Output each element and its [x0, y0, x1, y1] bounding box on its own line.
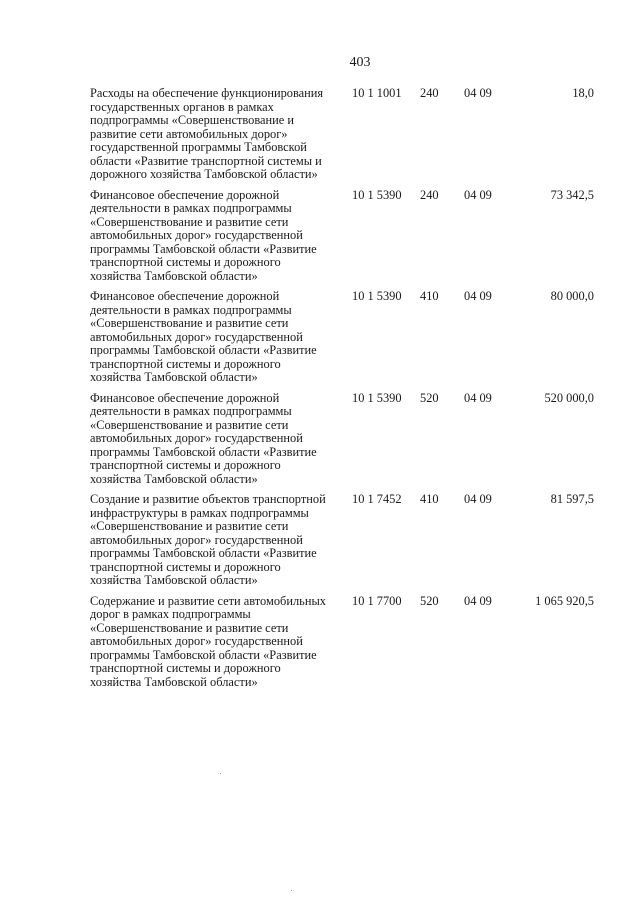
- expense-name: Расходы на обеспечение функционирования государственных органов в рамках подпрограммы «Совершенствование и развитие сети автомобильных дорог» государственной программы Тамбовской области «Развитие транспортной системы и дорожного хозяйства Тамбовской области»: [90, 86, 324, 181]
- table-row: [90, 189, 602, 284]
- target-article-code: 10 1 7452: [352, 492, 402, 506]
- expense-type-code: 240: [420, 86, 439, 100]
- table-row: [90, 392, 602, 487]
- expense-name: Финансовое обеспечение дорожной деятельности в рамках подпрограммы «Совершенствование и развитие сети автомобильных дорог» государственной программы Тамбовской области «Развитие транспортной системы и дорожного хозяйства Тамбовской области»: [90, 187, 317, 283]
- target-article-code: 10 1 5390: [352, 187, 402, 202]
- amount: 1 065 920,5: [535, 593, 594, 608]
- amount: 73 342,5: [550, 187, 594, 202]
- section-subsection-code: 04 09: [464, 86, 492, 100]
- expense-name: Содержание и развитие сети автомобильных дорог в рамках подпрограммы «Совершенствование и развитие сети автомобильных дорог» государственной программы Тамбовской области «Развитие транспортной системы и дорожного хозяйства Тамбовской области»: [90, 593, 326, 689]
- scan-speck: [291, 890, 292, 891]
- section-subsection-code: 04 09: [464, 187, 492, 202]
- amount: 18,0: [572, 86, 594, 100]
- target-article-code: 10 1 1001: [352, 86, 402, 100]
- expense-name: Создание и развитие объектов транспортной инфраструктуры в рамках подпрограммы «Совершенствование и развитие сети автомобильных дорог» государственной программы Тамбовской области «Развитие транспортной системы и дорожного хозяйства Тамбовской области»: [90, 492, 326, 587]
- expense-type-code: 410: [420, 289, 439, 303]
- table-row: [90, 290, 602, 385]
- expense-name: Финансовое обеспечение дорожной деятельности в рамках подпрограммы «Совершенствование и развитие сети автомобильных дорог» государственной программы Тамбовской области «Развитие транспортной системы и дорожного хозяйства Тамбовской области»: [90, 390, 317, 486]
- target-article-code: 10 1 7700: [352, 593, 402, 608]
- amount: 80 000,0: [550, 289, 594, 303]
- scan-speck: [220, 773, 221, 774]
- expense-type-code: 520: [420, 593, 439, 608]
- table-row: [90, 595, 602, 690]
- target-article-code: 10 1 5390: [352, 289, 402, 303]
- expense-type-code: 240: [420, 187, 439, 202]
- expense-type-code: 410: [420, 492, 439, 506]
- table-row: [90, 493, 602, 588]
- amount: 520 000,0: [544, 390, 594, 405]
- section-subsection-code: 04 09: [464, 593, 492, 608]
- section-subsection-code: 04 09: [464, 492, 492, 506]
- expense-type-code: 520: [420, 390, 439, 405]
- section-subsection-code: 04 09: [464, 289, 492, 303]
- section-subsection-code: 04 09: [464, 390, 492, 405]
- page-number: 403: [349, 55, 371, 70]
- target-article-code: 10 1 5390: [352, 390, 402, 405]
- budget-table: [90, 87, 602, 696]
- amount: 81 597,5: [550, 492, 594, 506]
- table-row: [90, 87, 602, 182]
- expense-name: Финансовое обеспечение дорожной деятельности в рамках подпрограммы «Совершенствование и развитие сети автомобильных дорог» государственной программы Тамбовской области «Развитие транспортной системы и дорожного хозяйства Тамбовской области»: [90, 289, 317, 384]
